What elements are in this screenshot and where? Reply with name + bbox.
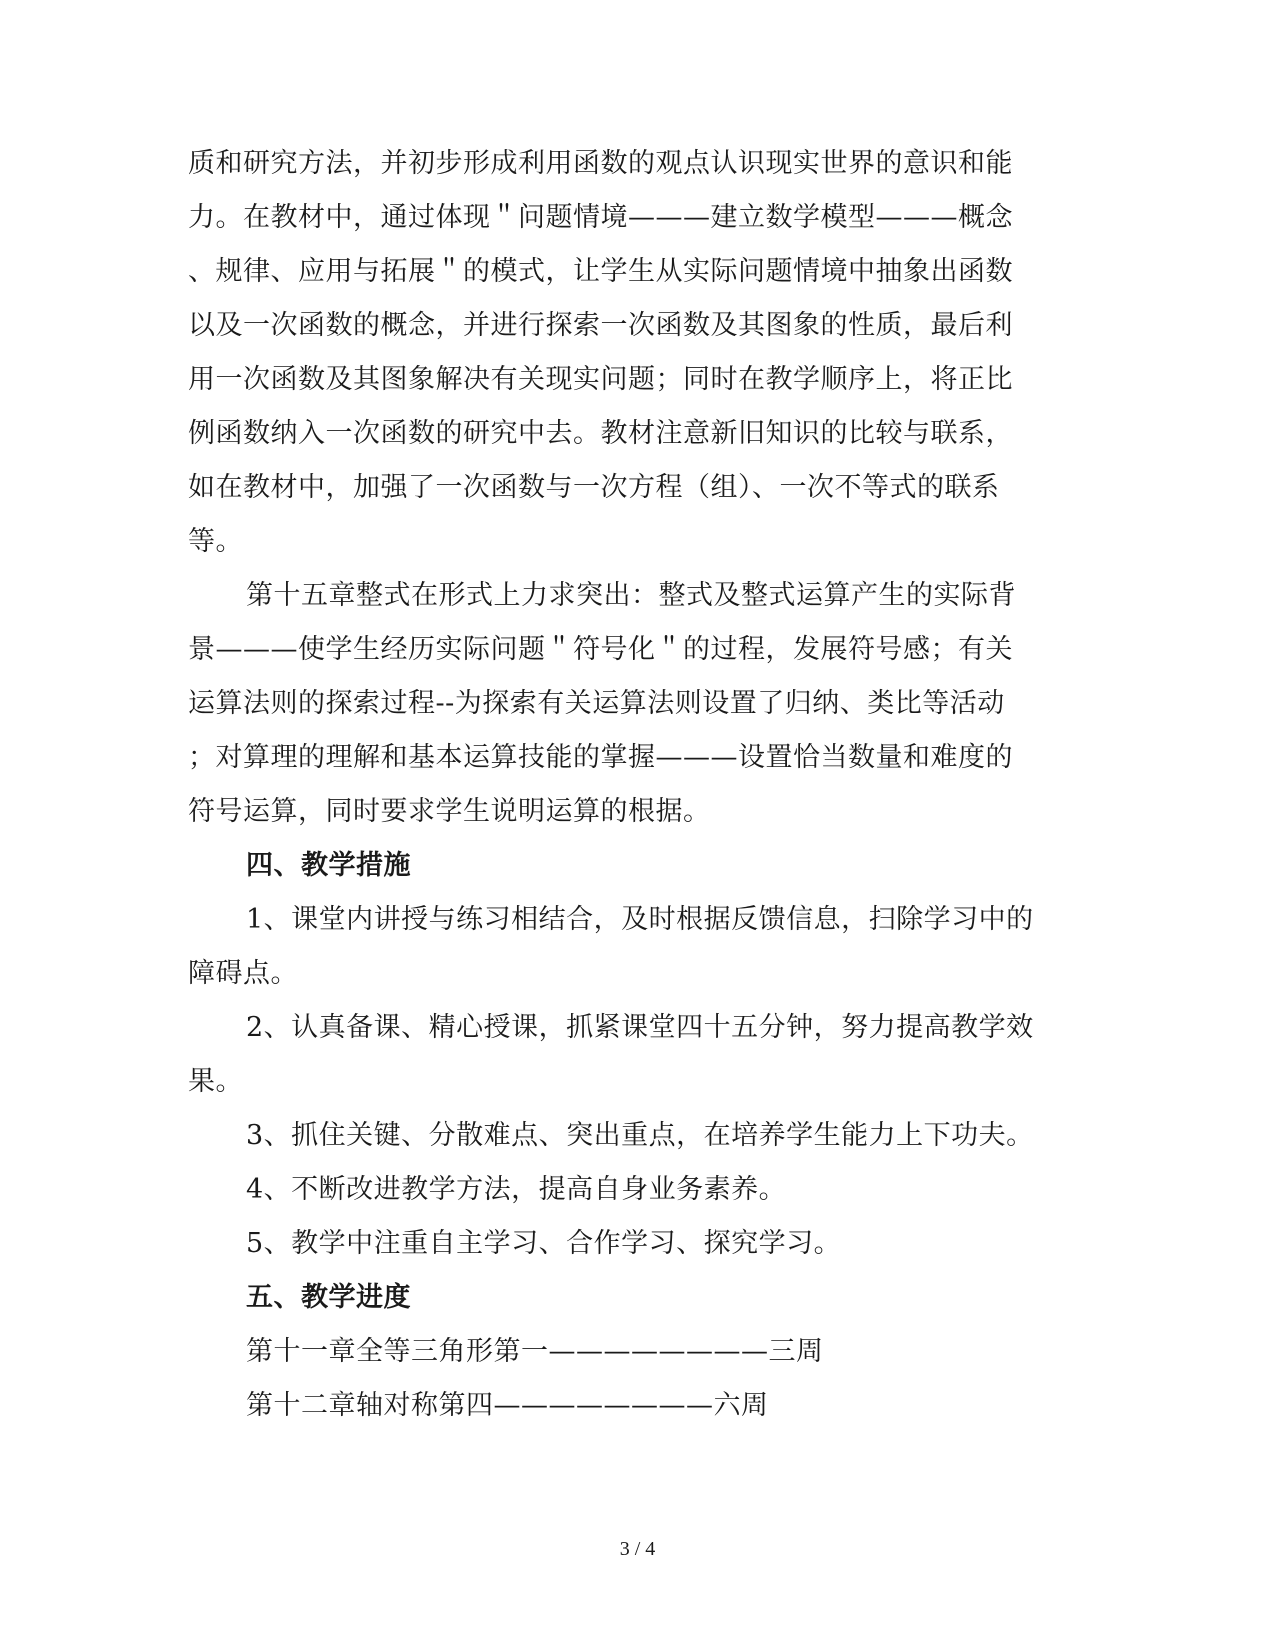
section-4-item-1-line-2: 障碍点。 bbox=[188, 958, 298, 989]
section-4-item-5: 5、教学中注重自主学习、合作学习、探究学习。 bbox=[246, 1228, 842, 1259]
paragraph-2-line-4: ；对算理的理解和基本运算技能的掌握———设置恰当数量和难度的 bbox=[188, 742, 1013, 773]
paragraph-2-line-5: 符号运算，同时要求学生说明运算的根据。 bbox=[188, 796, 711, 827]
schedule-item-1: 第十一章全等三角形第一————————三周 bbox=[246, 1336, 824, 1367]
section-5-heading: 五、教学进度 bbox=[246, 1282, 411, 1313]
paragraph-1-line-1: 质和研究方法，并初步形成利用函数的观点认识现实世界的意识和能 bbox=[188, 148, 1013, 179]
section-4-item-2-line-1: 2、认真备课、精心授课，抓紧课堂四十五分钟，努力提高教学效 bbox=[246, 1012, 1034, 1043]
section-4-heading: 四、教学措施 bbox=[246, 850, 411, 881]
paragraph-1-line-2: 力。在教材中，通过体现＂问题情境———建立数学模型———概念 bbox=[188, 202, 1013, 233]
paragraph-1-line-5: 用一次函数及其图象解决有关现实问题；同时在教学顺序上，将正比 bbox=[188, 364, 1013, 395]
paragraph-1-line-4: 以及一次函数的概念，并进行探索一次函数及其图象的性质，最后利 bbox=[188, 310, 1013, 341]
paragraph-1-line-7: 如在教材中，加强了一次函数与一次方程（组）、一次不等式的联系 bbox=[188, 472, 1000, 503]
schedule-item-2: 第十二章轴对称第四————————六周 bbox=[246, 1390, 769, 1421]
paragraph-1-line-3: 、规律、应用与拓展＂的模式，让学生从实际问题情境中抽象出函数 bbox=[188, 256, 1013, 287]
paragraph-2-line-3: 运算法则的探索过程--为探索有关运算法则设置了归纳、类比等活动 bbox=[188, 688, 1005, 719]
page-number: 3 / 4 bbox=[619, 1538, 656, 1560]
paragraph-2-line-1: 第十五章整式在形式上力求突出：整式及整式运算产生的实际背 bbox=[246, 580, 1016, 611]
section-4-item-1-line-1: 1、课堂内讲授与练习相结合，及时根据反馈信息，扫除学习中的 bbox=[246, 904, 1034, 935]
section-4-item-4: 4、不断改进教学方法，提高自身业务素养。 bbox=[246, 1174, 787, 1205]
section-4-item-2-line-2: 果。 bbox=[188, 1066, 243, 1097]
paragraph-2-line-2: 景———使学生经历实际问题＂符号化＂的过程，发展符号感；有关 bbox=[188, 634, 1013, 665]
paragraph-1-line-6: 例函数纳入一次函数的研究中去。教材注意新旧知识的比较与联系， bbox=[188, 418, 1013, 449]
section-4-item-3: 3、抓住关键、分散难点、突出重点，在培养学生能力上下功夫。 bbox=[246, 1120, 1034, 1151]
paragraph-1-line-8: 等。 bbox=[188, 526, 243, 557]
